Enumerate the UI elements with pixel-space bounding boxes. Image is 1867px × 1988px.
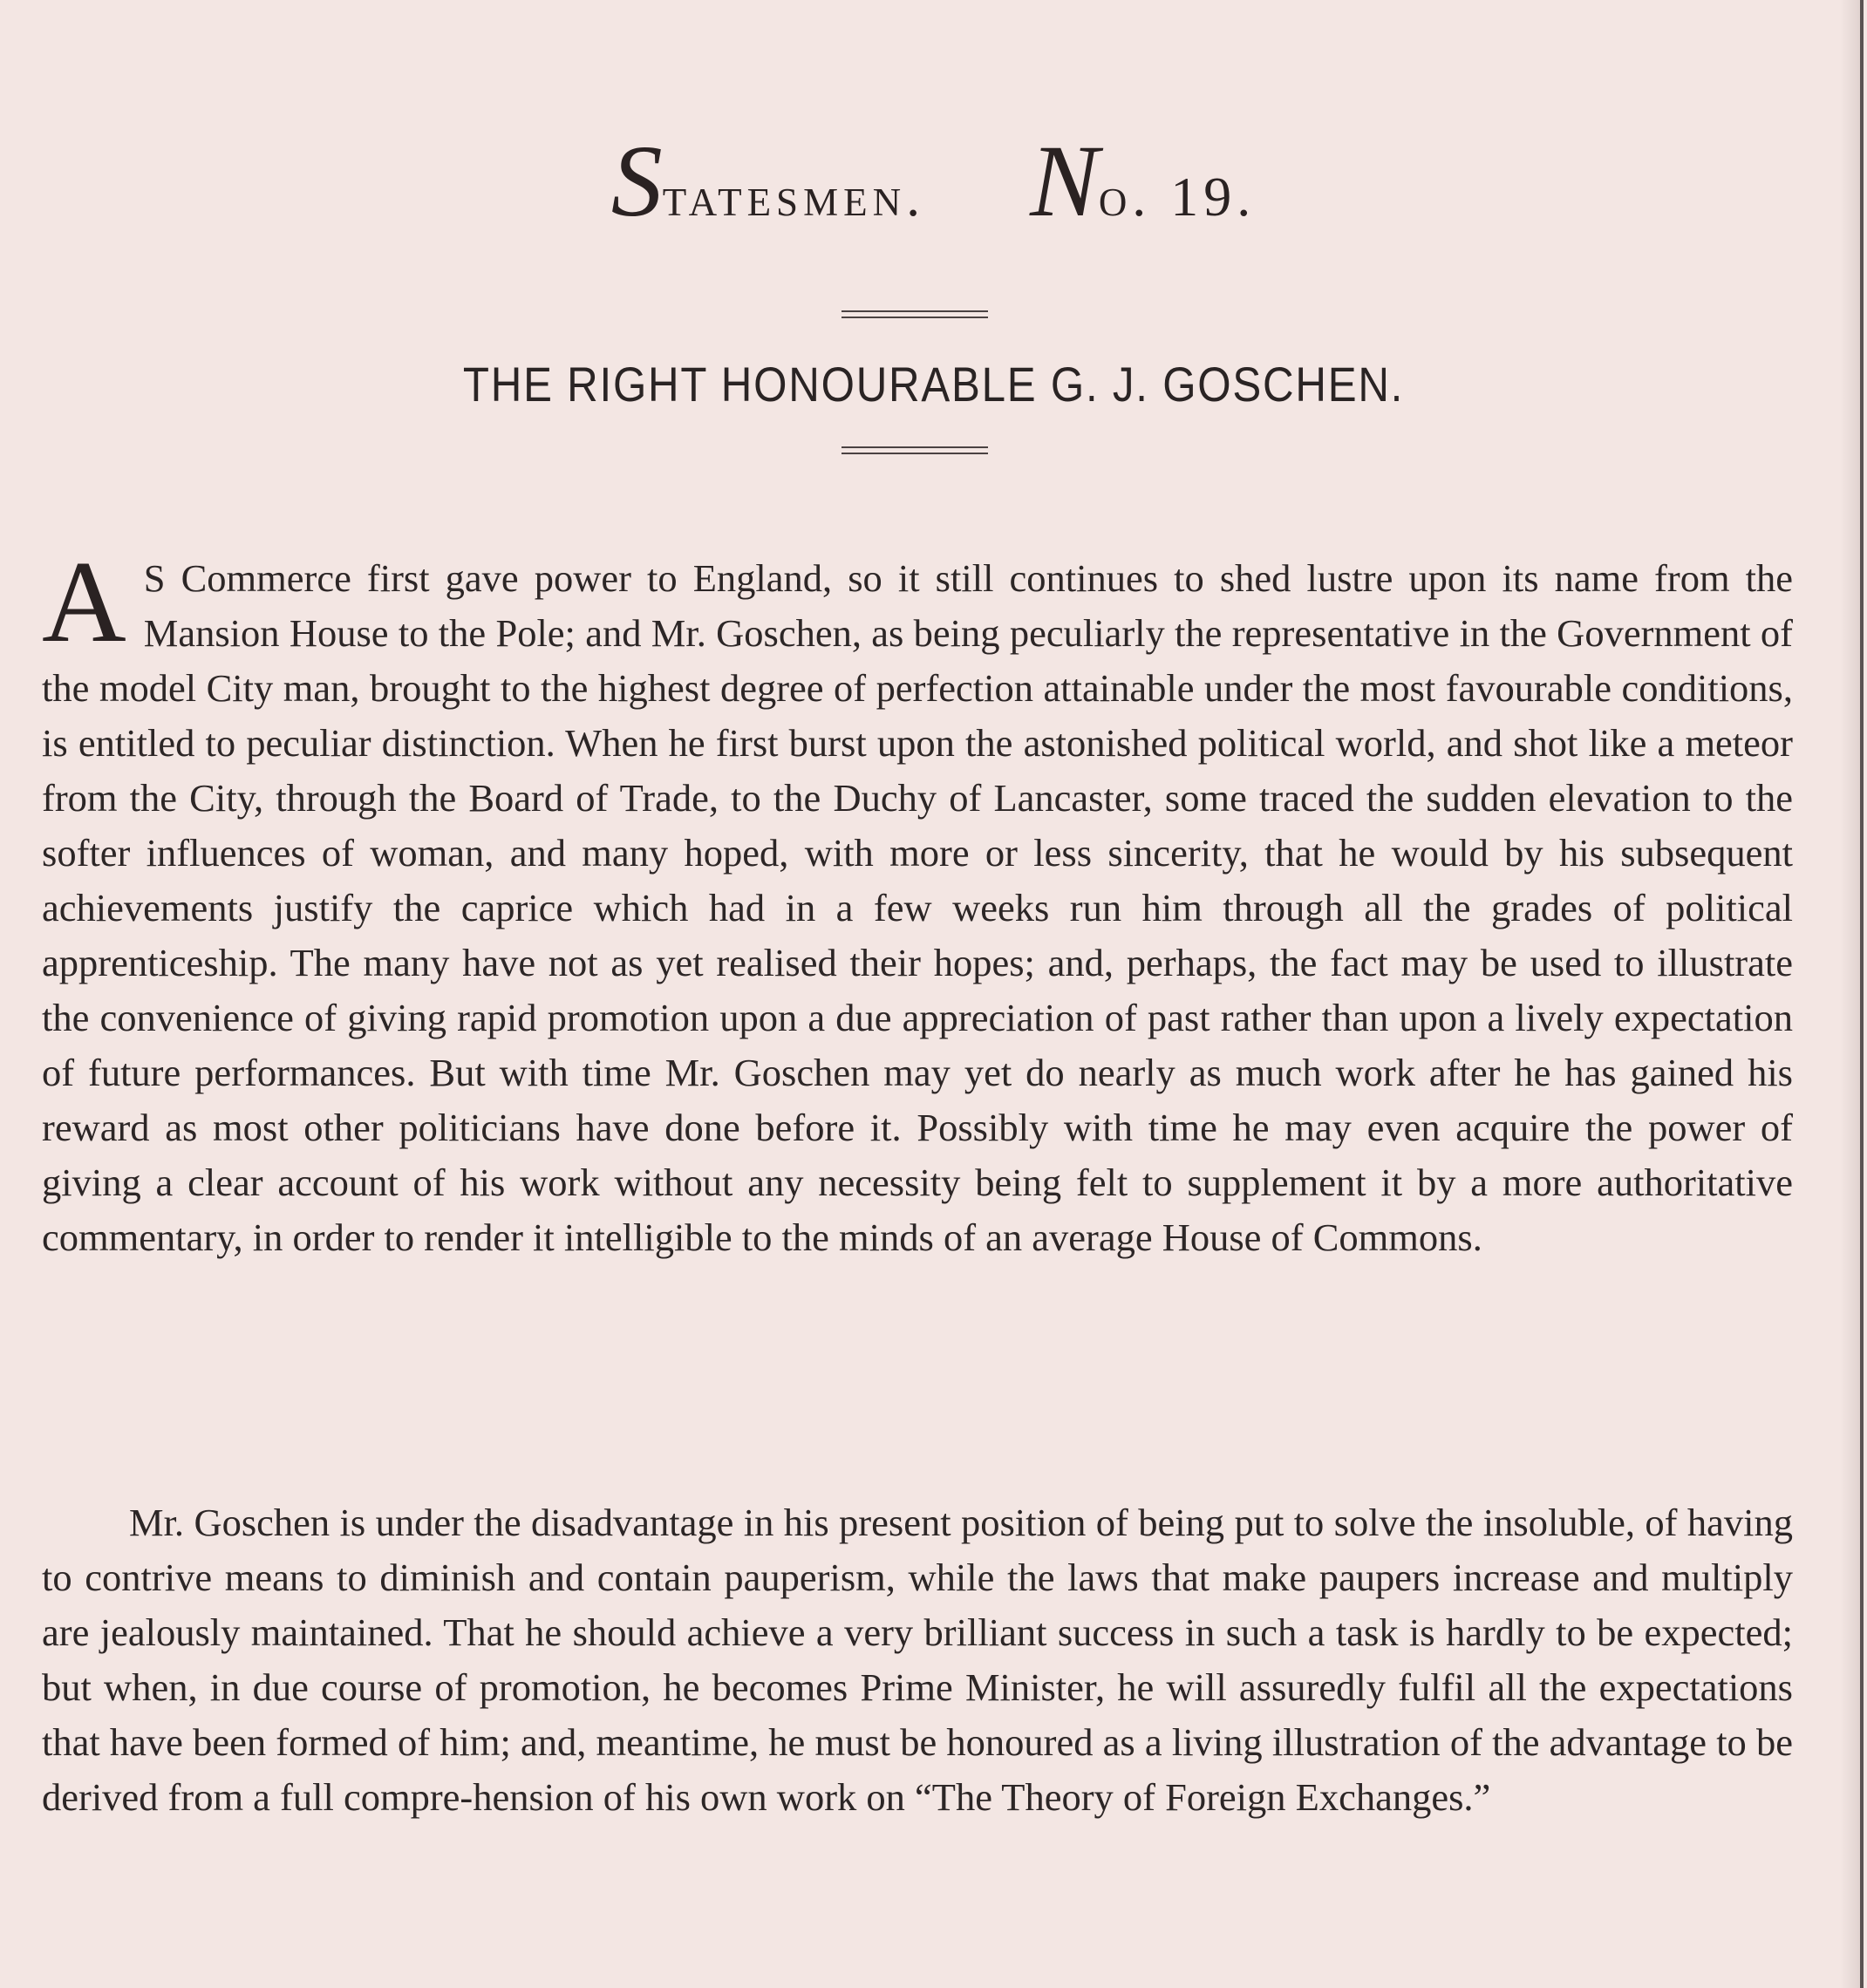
divider-bottom bbox=[842, 446, 988, 454]
article-subtitle: THE RIGHT HONOURABLE G. J. GOSCHEN. bbox=[462, 357, 1405, 412]
paragraph-2: Mr. Goschen is under the disadvantage in his present position of being put to solve the insoluble, of having to contrive means to diminish and contain pauperism, while the laws that make paupers increase and multiply are jealously maintained. That he should achieve a very brilliant success in such a task is hardly to be expected; but when, in due course of promotion, he becomes Prime Minister, he will assuredly fulfil all the expectations that have been formed of him; and, meantime, he must be honoured as a living illustration of the advantage to be derived from a full compre-hension of his own work on “The Theory of Foreign Exchanges.” bbox=[42, 1501, 1793, 1819]
title-initial: S bbox=[610, 124, 663, 238]
paragraph-1 bbox=[42, 537, 1793, 1265]
number-initial: N bbox=[1030, 124, 1099, 238]
title-word: tatesmen. bbox=[662, 166, 926, 228]
divider-top bbox=[842, 310, 988, 318]
page-edge-shadow bbox=[1840, 0, 1860, 1988]
page-edge-line bbox=[1860, 0, 1864, 1988]
drop-cap: A bbox=[42, 537, 126, 666]
paragraph-1-text: S Commerce first gave power to England, so it still continues to shed lustre upon its name from the Mansion House to the Pole; and Mr. Goschen, as being peculiarly the representative in the Government of the model City man, brought to the highest degree of perfection attainable under the most favourable conditions, is entitled to peculiar distinction. When he first burst upon the astonished political world, and shot like a meteor from the City, through the Board of Trade, to the Duchy of Lancaster, some traced the sudden elevation to the softer influences of woman, and many hoped, with more or less sincerity, that he would by his subsequent achievements justify the caprice which had in a few weeks run him through all the grades of political apprenticeship. The many have not as yet realised their hopes; and, perhaps, the fact may be used to illustrate the convenience of giving rapid promotion upon a due appreciation of past rather than upon a lively expectation of future performances. But with time Mr. Goschen may yet do nearly as much work after he has gained his reward as most other politicians have done before it. Possibly with time he may even acquire the power of giving a clear account of his work without any necessity being felt to supplement it by a more authoritative commentary, in order to render it intelligible to the minds of an average House of Commons. bbox=[42, 556, 1793, 1259]
page-title bbox=[0, 122, 1867, 241]
number-label: o. 19. bbox=[1098, 166, 1257, 228]
